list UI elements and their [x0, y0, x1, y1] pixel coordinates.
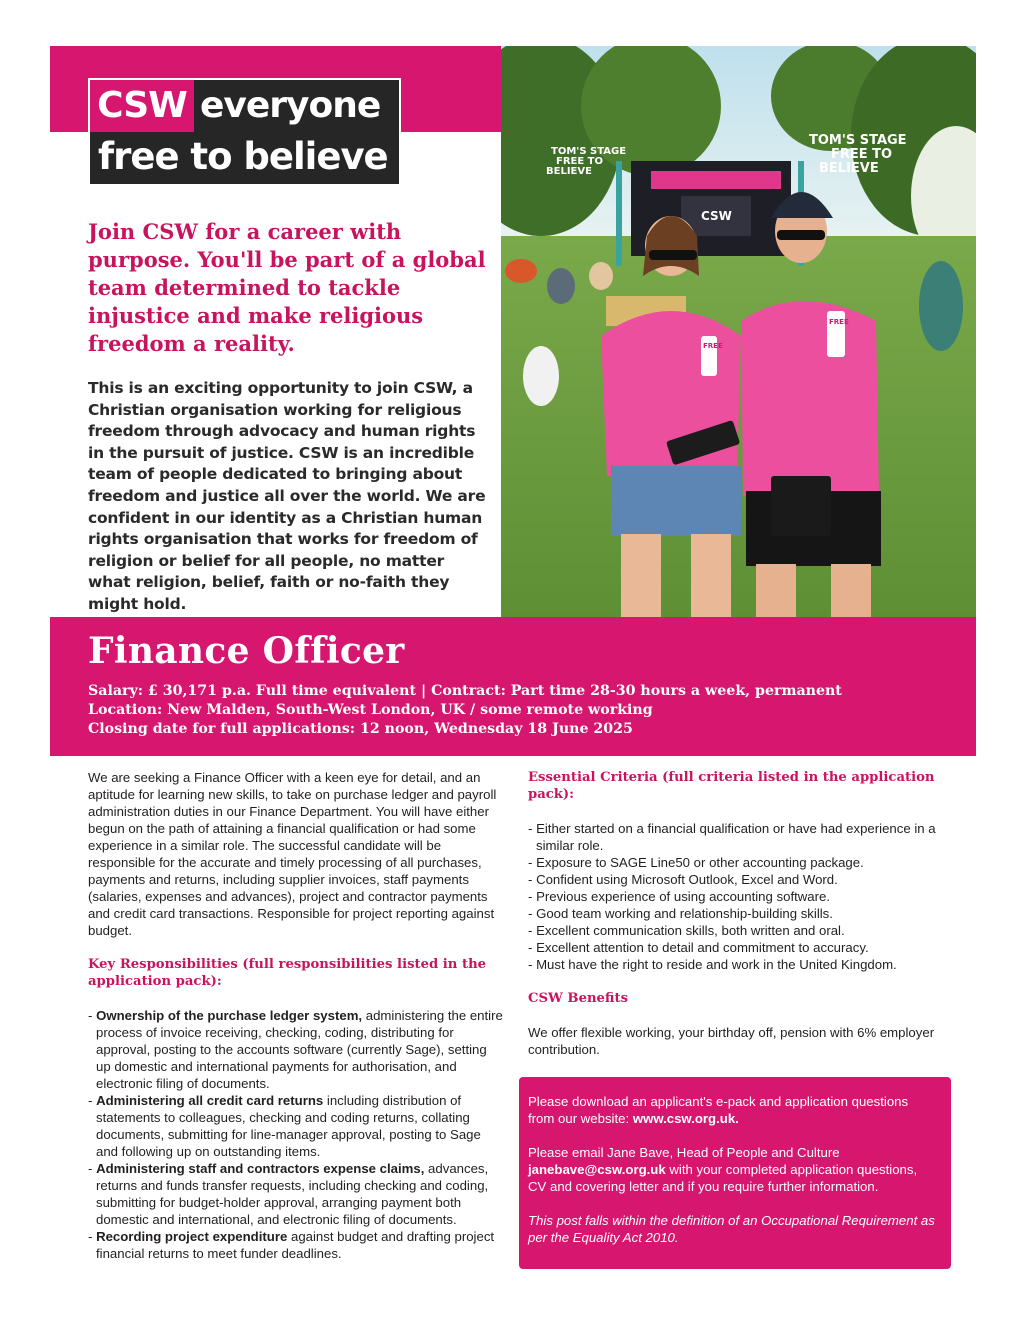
logo-line-1: everyone	[200, 85, 381, 126]
stage-sign-right-2: FREE TO	[831, 147, 893, 162]
criteria-list	[528, 820, 948, 973]
email-link[interactable]: janebave@csw.org.uk	[528, 1162, 666, 1177]
list-item: - Either started on a financial qualification or have had experience in a similar role.	[528, 820, 948, 854]
logo-line-2: free to believe	[98, 135, 388, 178]
logo-csw-mark: CSW	[90, 80, 194, 132]
job-location: Location: New Malden, South-West London, UK / some remote working	[88, 702, 653, 718]
list-item: - Administering staff and contractors expense claims, advances, returns and funds transfer requests, including checking and coding, submitting for budget-holder approval, arranging payment both domestic and international, and electronic filing of documents.	[88, 1160, 503, 1228]
list-item: - Previous experience of using accounting software.	[528, 888, 948, 905]
email-instructions: Please email Jane Bave, Head of People and Culture janebave@csw.org.uk with your completed application questions, CV and covering letter and if you require further information.	[528, 1145, 918, 1194]
download-instructions: Please download an applicant's e-pack and application questions from our website: www.csw.org.uk.	[528, 1094, 909, 1126]
stage-sign-right-1: TOM'S STAGE	[809, 133, 907, 148]
list-item: - Good team working and relationship-building skills.	[528, 905, 948, 922]
stage-sign-left-3: BELIEVE	[546, 166, 592, 177]
occupational-requirement-note: This post falls within the definition of an Occupational Requirement as per the Equality Act 2010.	[528, 1213, 935, 1245]
job-salary: Salary: £ 30,171 p.a. Full time equivalent | Contract: Part time 28-30 hours a week, permanent	[88, 683, 842, 699]
job-banner	[50, 617, 976, 756]
festival-photo	[501, 46, 976, 617]
responsibilities-list	[88, 1007, 503, 1262]
list-item: - Must have the right to reside and work in the United Kingdom.	[528, 956, 948, 973]
intro-paragraph: This is an exciting opportunity to join CSW, a Christian organisation working for religious freedom through advocacy and human rights in the pursuit of justice. CSW is an incredible team of people dedicated to bringing about freedom and justice all over the world. We are confident in our identity as a Christian human rights organisation that works for freedom of religion or belief for all people, no matter what religion, belief, faith or no-faith they might hold.	[88, 379, 486, 613]
benefits-heading: CSW Benefits	[528, 991, 629, 1006]
job-description: We are seeking a Finance Officer with a keen eye for detail, and an aptitude for learning new skills, to take on purchase ledger and payroll administration duties in our Finance Department. You will have either begun on the path of attaining a financial qualification or had some experience in a similar role. The successful candidate will be responsible for the accurate and timely processing of all purchases, payments and returns, including supplier invoices, staff payments (salaries, expenses and advances), project and contractor payments and credit card transactions. Responsible for project reporting against budget.	[88, 770, 497, 938]
list-item: - Excellent attention to detail and commitment to accuracy.	[528, 939, 948, 956]
list-item: - Confident using Microsoft Outlook, Excel and Word.	[528, 871, 948, 888]
job-closing-date: Closing date for full applications: 12 noon, Wednesday 18 June 2025	[88, 721, 633, 737]
stage-sign-left-1: TOM'S STAGE	[551, 146, 627, 157]
list-item: - Excellent communication skills, both written and oral.	[528, 922, 948, 939]
apply-box	[519, 1077, 951, 1269]
right-column	[528, 769, 948, 1058]
csw-logo	[88, 78, 401, 186]
list-item: - Exposure to SAGE Line50 or other accounting package.	[528, 854, 948, 871]
list-item: - Administering all credit card returns including distribution of statements to colleagues, checking and coding returns, collating documents, submitting for line-manager approval, posting to Sage and following up on outstanding items.	[88, 1092, 503, 1160]
stage-sign-right-3: BELIEVE	[819, 161, 879, 176]
shirt-text-right: FREE	[829, 318, 849, 326]
list-item: - Recording project expenditure against budget and drafting project financial returns to meet funder deadlines.	[88, 1228, 503, 1262]
list-item: - Ownership of the purchase ledger system, administering the entire process of invoice receiving, checking, coding, distributing for approval, posting to the accounts software (currently Sage), setting up domestic and international payments for authorisation, and electronic filing of documents.	[88, 1007, 503, 1092]
criteria-heading: Essential Criteria (full criteria listed in the application pack):	[528, 770, 935, 802]
tagline: Join CSW for a career with purpose. You'll be part of a global team determined to tackle injustice and make religious freedom a reality.	[88, 219, 486, 356]
website-link[interactable]: www.csw.org.uk.	[632, 1111, 739, 1126]
shirt-text-left: FREE	[703, 342, 723, 350]
job-meta	[88, 682, 842, 739]
responsibilities-heading: Key Responsibilities (full responsibilities listed in the application pack):	[88, 957, 487, 989]
stage-sign-left-2: FREE TO	[556, 156, 603, 167]
left-column	[88, 769, 503, 1262]
stage-screen-text: CSW	[701, 209, 732, 223]
benefits-text: We offer flexible working, your birthday off, pension with 6% employer contribution.	[528, 1025, 935, 1057]
job-title: Finance Officer	[88, 630, 405, 672]
